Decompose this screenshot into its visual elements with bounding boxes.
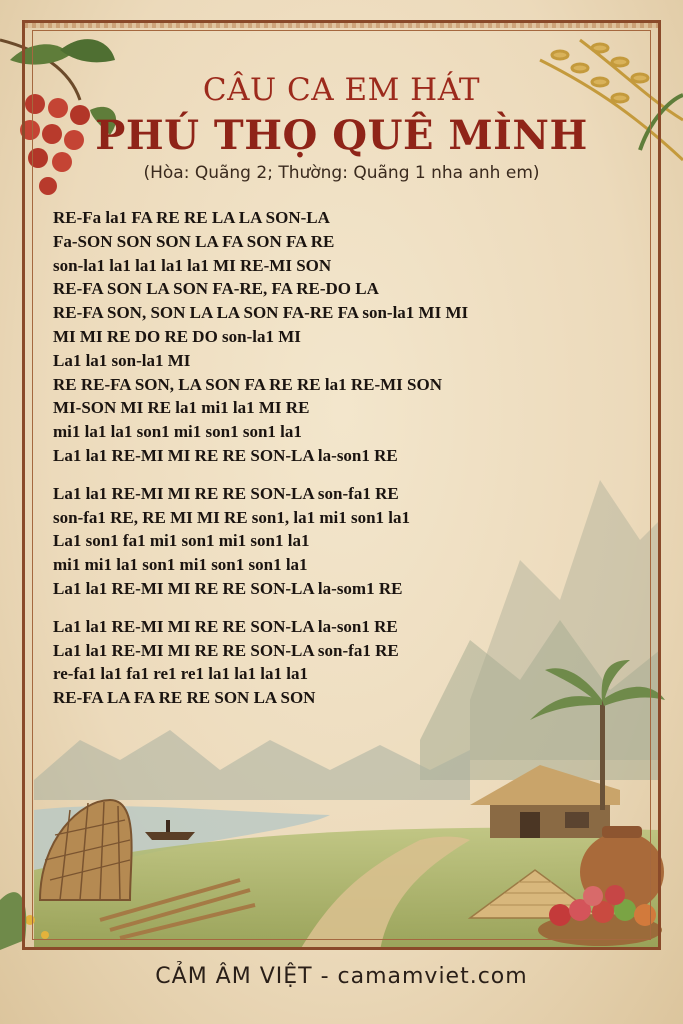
verse-gap — [53, 468, 643, 482]
verse-3 — [53, 615, 643, 710]
note-line: RE-FA LA FA RE RE SON LA SON — [53, 688, 316, 708]
note-line: MI-SON MI RE la1 mi1 la1 MI RE — [53, 398, 310, 418]
note-line: MI MI RE DO RE DO son-la1 MI — [53, 326, 301, 346]
note-line: La1 la1 RE-MI MI RE RE SON-LA son-fa1 RE — [53, 640, 399, 660]
verse-1 — [53, 206, 643, 468]
note-line: RE-FA SON LA SON FA-RE, FA RE-DO LA — [53, 279, 379, 299]
note-line: mi1 mi1 la1 son1 mi1 son1 son1 la1 — [53, 555, 308, 575]
title-line-2: PHÚ THỌ QUÊ MÌNH — [95, 112, 588, 159]
subtitle: (Hòa: Quãng 2; Thường: Quãng 1 nha anh em) — [143, 163, 540, 183]
note-line: Fa-SON SON SON LA FA SON FA RE — [53, 231, 335, 251]
note-line: re-fa1 la1 fa1 re1 re1 la1 la1 la1 la1 — [53, 664, 308, 684]
note-line: La1 la1 RE-MI MI RE RE SON-LA la-son1 RE — [53, 445, 398, 465]
verse-2 — [53, 482, 643, 601]
note-line: son-fa1 RE, RE MI MI RE son1, la1 mi1 son1 la1 — [53, 507, 411, 527]
note-line: La1 la1 RE-MI MI RE RE SON-LA la-som1 RE — [53, 578, 403, 598]
note-line: RE-Fa la1 FA RE RE LA LA SON-LA — [53, 208, 330, 227]
note-line: La1 la1 son-la1 MI — [53, 350, 191, 370]
title-line-1: CÂU CA EM HÁT — [202, 72, 481, 108]
note-line: son-la1 la1 la1 la1 la1 MI RE-MI SON — [53, 255, 332, 275]
note-line: RE-FA SON, SON LA LA SON FA-RE FA son-la1 MI MI — [53, 303, 469, 323]
note-line: RE RE-FA SON, LA SON FA RE RE la1 RE-MI SON — [53, 374, 442, 394]
music-notes — [53, 206, 643, 710]
note-line: La1 la1 RE-MI MI RE RE SON-LA son-fa1 RE — [53, 483, 399, 503]
footer-credit[interactable]: CẢM ÂM VIỆT - camamviet.com — [155, 964, 528, 989]
note-line: mi1 la1 la1 son1 mi1 son1 son1 la1 — [53, 422, 302, 442]
note-line: La1 la1 RE-MI MI RE RE SON-LA la-son1 RE — [53, 616, 398, 636]
verse-gap — [53, 601, 643, 615]
note-line: La1 son1 fa1 mi1 son1 mi1 son1 la1 — [53, 531, 310, 551]
